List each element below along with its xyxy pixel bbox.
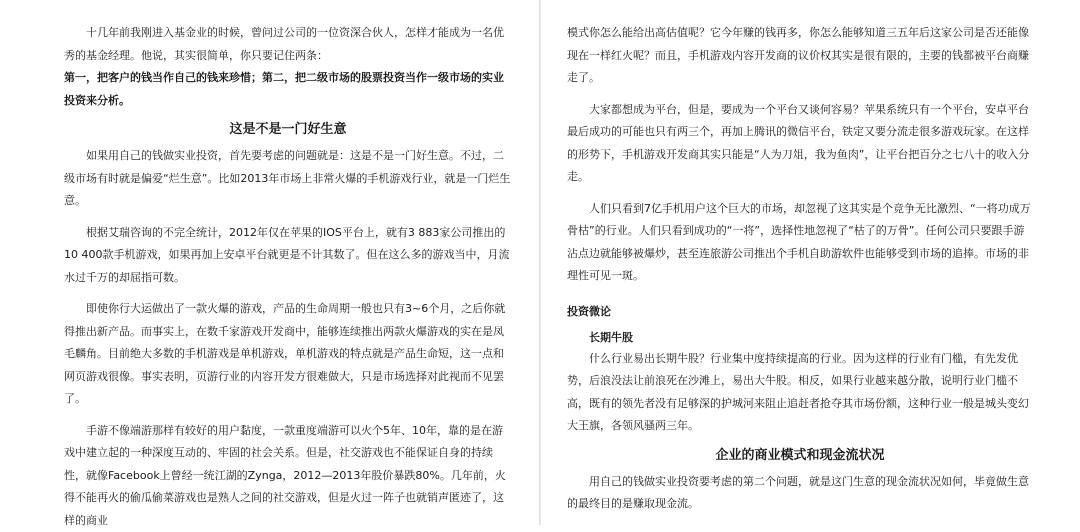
paragraph: 手游不像端游那样有较好的用户黏度，一款重度端游可以火个5年、10年，靠的是在游戏中建立起的一种深度互动的、牢固的社会关系。但是，社交游戏也不能保证自身的持续性，就像Facebook上曾经一统江湖的Zynga，2012—2013年股价暴跌80%。几年前，火得不能再火的偷瓜偷菜游戏也是熟人之间的社交游戏，但是火过一阵子也就销声匿迹了，这样的商业 [64,420,512,532]
right-text-column [567,22,1033,516]
paragraph: 什么行业易出长期牛股？行业集中度持续提高的行业。因为这样的行业有门槛，有先发优势，后浪没法让前浪死在沙滩上，易出大牛股。相反，如果行业越来越分散，说明行业门槛不高，既有的领先者没有足够深的护城河来阻止追赶者抢夺其市场份额，这种行业一般是城头变幻大王旗，各领风骚两三年。 [567,348,1033,438]
section-heading: 这是不是一门好生意 [64,119,512,141]
paragraph: 如果用自己的钱做实业投资，首先要考虑的问题就是：这是不是一门好生意。不过，二级市场有时就是偏爱“烂生意”。比如2013年市场上非常火爆的手机游戏行业，就是一门烂生意。 [64,145,512,213]
subsection-label: 长期牛股 [567,328,1033,348]
paragraph: 模式你怎么能给出高估值呢？它今年赚的钱再多，你怎么能够知道三五年后这家公司是否还能像现在一样红火呢？而且，手机游戏内容开发商的议价权其实是很有限的，主要的钱都被平台商赚走了。 [567,22,1033,90]
left-text-column [64,22,512,532]
paragraph: 十几年前我刚进入基金业的时候，曾问过公司的一位资深合伙人，怎样才能成为一名优秀的基金经理。他说，其实很简单，你只要记住两条： [64,22,512,67]
section-label: 投资微论 [567,302,1033,322]
right-page [541,0,1080,525]
paragraph: 大家都想成为平台，但是，要成为一个平台又谈何容易？苹果系统只有一个平台，安卓平台最后成功的可能也只有两三个，再加上腾讯的微信平台，铁定又要分流走很多游戏玩家。在这样的形势下，手机游戏开发商其实只能是“人为刀俎，我为鱼肉”，让平台把百分之七八十的收入分走。 [567,99,1033,189]
paragraph: 用自己的钱做实业投资要考虑的第二个问题，就是这门生意的现金流状况如何，毕竟做生意的最终目的是赚取现金流。 [567,471,1033,516]
key-rules-paragraph: 第一，把客户的钱当作自己的钱来珍惜；第二，把二级市场的股票投资当作一级市场的实业投资来分析。 [64,67,512,112]
paragraph: 人们只看到7亿手机用户这个巨大的市场，却忽视了这其实是个竞争无比激烈、“一将功成万骨枯”的行业。人们只看到成功的“一将”，选择性地忽视了“枯了的万骨”。任何公司只要跟手游沾点边就能够被爆炒，甚至连旅游公司推出个手机自助游软件也能够受到市场的追捧。市场的非理性可见一斑。 [567,198,1033,288]
left-page [0,0,540,525]
paragraph: 根据艾瑞咨询的不完全统计，2012年仅在苹果的IOS平台上，就有3 883家公司推出的10 400款手机游戏，如果再加上安卓平台就更是不计其数了。但在这么多的游戏当中，月流水过千万的却屈指可数。 [64,222,512,290]
paragraph: 即使你行大运做出了一款火爆的游戏，产品的生命周期一般也只有3~6个月，之后你就得推出新产品。而事实上，在数千家游戏开发商中，能够连续推出两款火爆游戏的实在是凤毛麟角。目前绝大多数的手机游戏是单机游戏，单机游戏的特点就是产品生命短，这一点和网页游戏很像。事实表明，页游行业的内容开发方很难做大，只是市场选择对此视而不见罢了。 [64,298,512,411]
section-heading: 企业的商业模式和现金流状况 [567,445,1033,467]
